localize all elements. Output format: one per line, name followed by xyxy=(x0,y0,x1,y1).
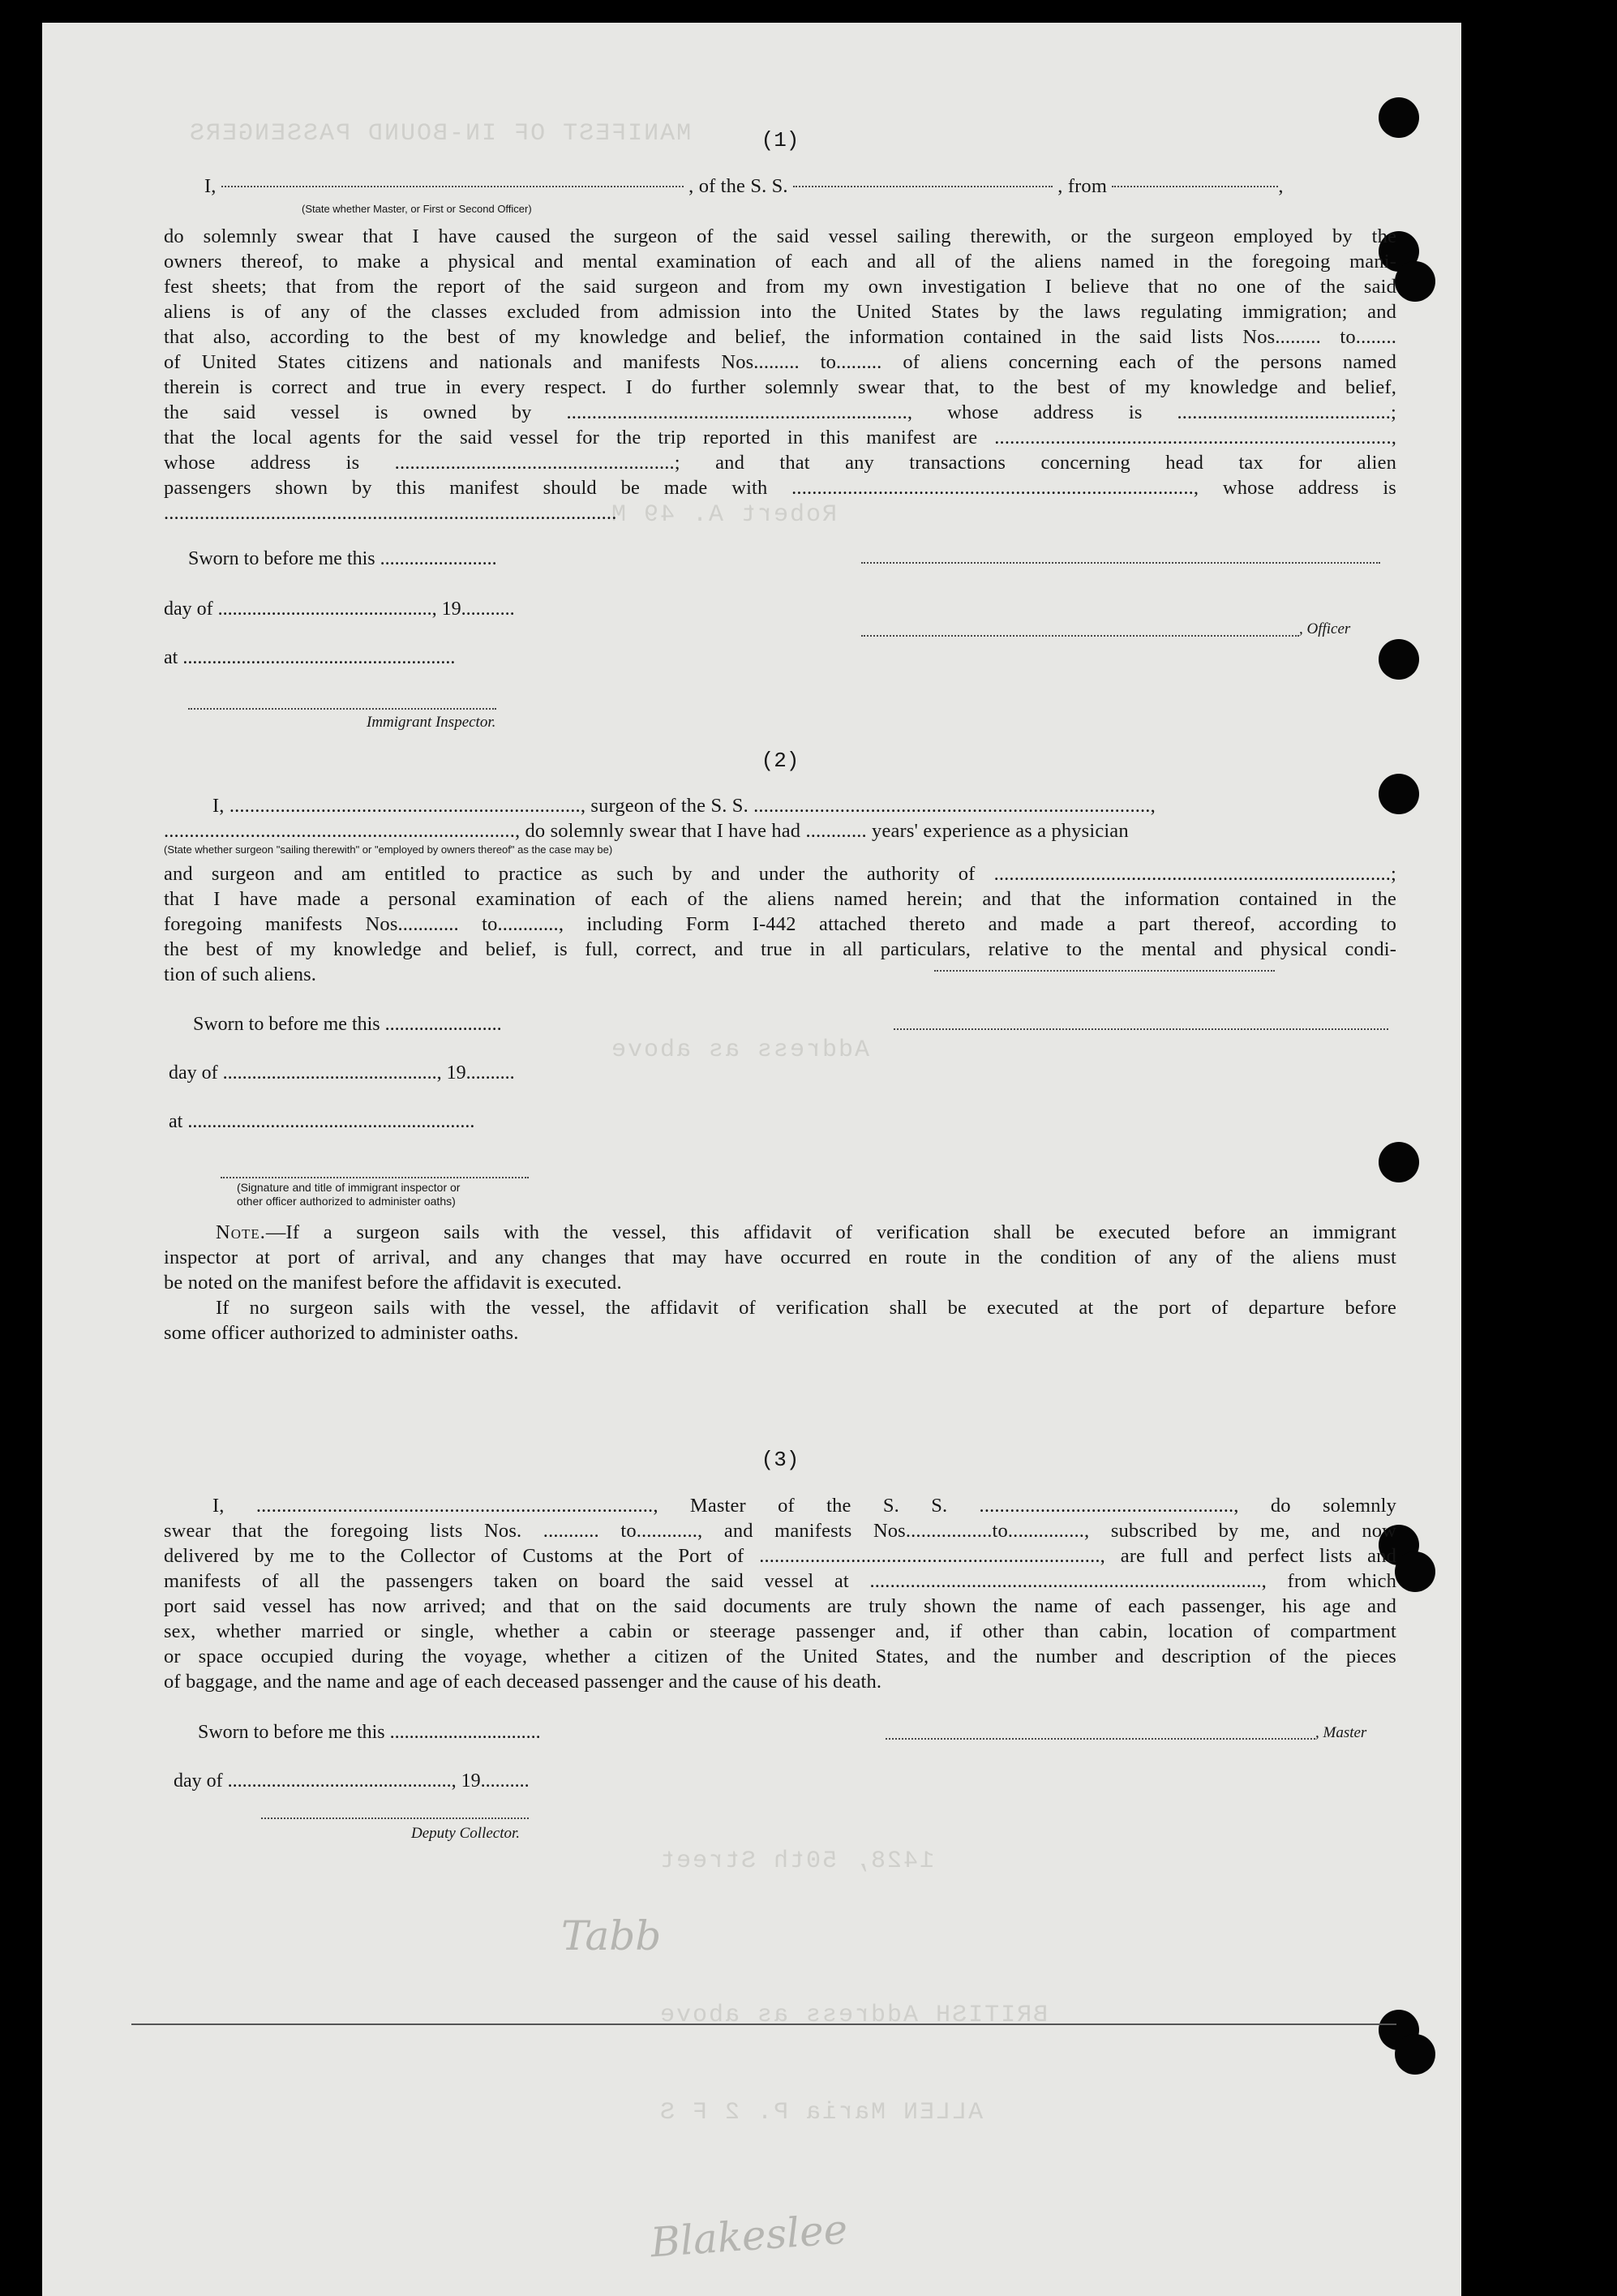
surgeon-body-line: and surgeon and am entitled to practice as such by and under the authority of ..............................................................................; xyxy=(164,863,1396,885)
from-label: , from xyxy=(1057,175,1113,197)
master-oath-line: manifests of all the passengers taken on board the said vessel at ............................................................................., from which xyxy=(164,1570,1396,1592)
of-ss-label: , of the S. S. xyxy=(688,175,793,197)
surgeon-signature-line xyxy=(894,1028,1388,1030)
officer-name-line xyxy=(861,635,1299,637)
oath-line: passengers shown by this manifest should be made with ..............................................................................., whose address is xyxy=(164,477,1396,499)
bleed-through-text: Robert A. 49 M xyxy=(610,501,838,529)
punch-hole xyxy=(1379,1142,1419,1182)
surgeon-body-line: that I have made a personal examination of each of the aliens named herein; and that the information contained in the xyxy=(164,888,1396,910)
master-oath-line: swear that the foregoing lists Nos. ........... to............, and manifests Nos.................to..............., subscribed by me, and now xyxy=(164,1520,1396,1542)
surgeon-body-line: foregoing manifests Nos............ to............, including Form I-442 attached thereto and made a part thereof, according to xyxy=(164,913,1396,935)
oath-line: fest sheets; that from the report of the said surgeon and from my own investigation I believe that no one of the said xyxy=(164,276,1396,298)
document-page xyxy=(42,23,1461,2296)
officer-caption-label: , Officer xyxy=(1299,620,1351,637)
surgeon-name-line xyxy=(934,970,1275,972)
port-from-blank xyxy=(1112,186,1278,187)
officer-caption: (State whether Master, or First or Second Officer) xyxy=(302,203,532,215)
oath-line: that the local agents for the said vessel for the trip reported in this manifest are .............................................................................., xyxy=(164,427,1396,448)
bleed-through-text: MANIFEST OF IN-BOUND PASSENGERS xyxy=(188,120,692,148)
section-number: (3) xyxy=(761,1448,800,1472)
signature-caption: other officer authorized to administer oaths) xyxy=(237,1195,456,1208)
deputy-caption: Deputy Collector. xyxy=(411,1825,521,1842)
officer-oath-line: I, , of the S. S. , from , xyxy=(204,175,1284,197)
note-line: some officer authorized to administer oaths. xyxy=(164,1322,519,1344)
note-line: inspector at port of arrival, and any changes that may have occurred en route in the condition of any of the aliens must xyxy=(164,1247,1396,1268)
at-line: at ........................................................ xyxy=(164,647,456,668)
bleed-through-text: ALLEN Maria P. 2 F S xyxy=(658,2099,984,2126)
note-text: —If a surgeon sails with the vessel, this affidavit of verification shall be executed before an immigrant xyxy=(265,1221,1396,1243)
punch-hole xyxy=(1379,639,1419,680)
punch-hole xyxy=(1379,774,1419,814)
surgeon-oath-line: ....................................................................., do solemnly swear that I have had ............ years' experience as a physician xyxy=(164,820,1129,842)
oath-line: the said vessel is owned by ..................................................................., whose address is ..........................................; xyxy=(164,401,1396,423)
day-of-line: day of .............................................., 19.......... xyxy=(174,1770,530,1792)
oath-line: do solemnly swear that I have caused the surgeon of the said vessel sailing therewith, or the surgeon employed by the xyxy=(164,225,1396,247)
handwritten-mark: Tabb xyxy=(561,1912,662,1959)
punch-hole xyxy=(1395,1551,1435,1592)
punch-hole xyxy=(1395,261,1435,302)
bottom-rule xyxy=(131,2023,1396,2025)
note-label: Note. xyxy=(216,1221,266,1243)
oath-line: of United States citizens and nationals and manifests Nos......... to......... of aliens concerning each of the persons named xyxy=(164,351,1396,373)
master-oath-line: port said vessel has now arrived; and that on the said documents are truly shown the name of each passenger, his age and xyxy=(164,1595,1396,1617)
sworn-before-line: Sworn to before me this ........................ xyxy=(188,548,497,569)
note-line: be noted on the manifest before the affidavit is executed. xyxy=(164,1272,622,1294)
day-of-line: day of ............................................, 19.......... xyxy=(169,1062,515,1084)
inspector-signature-line xyxy=(221,1177,529,1178)
oath-line: whose address is .......................................................; and that any transactions concerning head tax for alien xyxy=(164,452,1396,474)
oath-line: ......................................................................................... xyxy=(164,502,617,524)
officer-name-blank xyxy=(221,186,684,187)
section-number: (2) xyxy=(761,749,800,773)
bleed-through-text: BRITISH Address as above xyxy=(658,2002,1049,2029)
oath-i: I, xyxy=(204,175,221,197)
master-oath-line: delivered by me to the Collector of Customs at the Port of ..................................................................., are full and perfect lists and xyxy=(164,1545,1396,1567)
master-oath-line: sex, whether married or single, whether a cabin or steerage passenger and, if other than cabin, location of compartment xyxy=(164,1620,1396,1642)
section-number: (1) xyxy=(761,128,800,152)
master-caption: , Master xyxy=(1315,1724,1367,1741)
oath-line: aliens is of any of the classes excluded from admission into the United States by the laws regulating immigration; and xyxy=(164,301,1396,323)
bleed-through-text: 1428, 50th Street xyxy=(658,1848,935,1875)
day-of-line: day of ............................................, 19........... xyxy=(164,599,515,620)
sworn-before-line: Sworn to before me this ............................... xyxy=(198,1722,541,1743)
inspector-signature-line xyxy=(188,708,496,710)
surgeon-caption: (State whether surgeon "sailing therewith" or "employed by owners thereof" as the case may be) xyxy=(164,843,613,856)
master-signature-line xyxy=(886,1738,1315,1740)
master-oath-line: I, .............................................................................., Master of the S. S. .................................................., do solemnly xyxy=(212,1495,1396,1517)
sworn-before-line: Sworn to before me this ........................ xyxy=(193,1014,502,1035)
inspector-caption: Immigrant Inspector. xyxy=(367,714,496,731)
handwritten-mark: Blakeslee xyxy=(649,2205,849,2267)
collector-signature-line xyxy=(261,1817,529,1819)
oath-line: owners thereof, to make a physical and mental examination of each and all of the aliens named in the foregoing mani- xyxy=(164,251,1396,273)
punch-hole xyxy=(1395,2034,1435,2075)
signature-caption: (Signature and title of immigrant inspector or xyxy=(237,1181,461,1194)
surgeon-body-line: the best of my knowledge and belief, is full, correct, and true in all particulars, relative to the mental and physical condi- xyxy=(164,938,1396,960)
master-oath-line: of baggage, and the name and age of each deceased passenger and the cause of his death. xyxy=(164,1671,882,1693)
master-oath-line: or space occupied during the voyage, whether a citizen of the United States, and the number and description of the pieces xyxy=(164,1646,1396,1667)
note-line xyxy=(164,1221,1396,1244)
bleed-through-text: Address as above xyxy=(610,1036,870,1064)
oath-line: that also, according to the best of my knowledge and belief, the information contained in the said lists Nos......... to........ xyxy=(164,326,1396,348)
at-line: at ........................................................... xyxy=(169,1111,475,1132)
surgeon-body-line: tion of such aliens. xyxy=(164,963,317,985)
vessel-name-blank xyxy=(793,186,1053,187)
surgeon-oath-line: I, ....................................................................., surgeon of the S. S. .............................................................................., xyxy=(212,795,1156,817)
oath-line: therein is correct and true in every respect. I do further solemnly swear that, to the best of my knowledge and belief, xyxy=(164,376,1396,398)
officer-signature-line xyxy=(861,562,1380,564)
note-line: If no surgeon sails with the vessel, the affidavit of verification shall be executed at the port of departure before xyxy=(216,1297,1396,1319)
